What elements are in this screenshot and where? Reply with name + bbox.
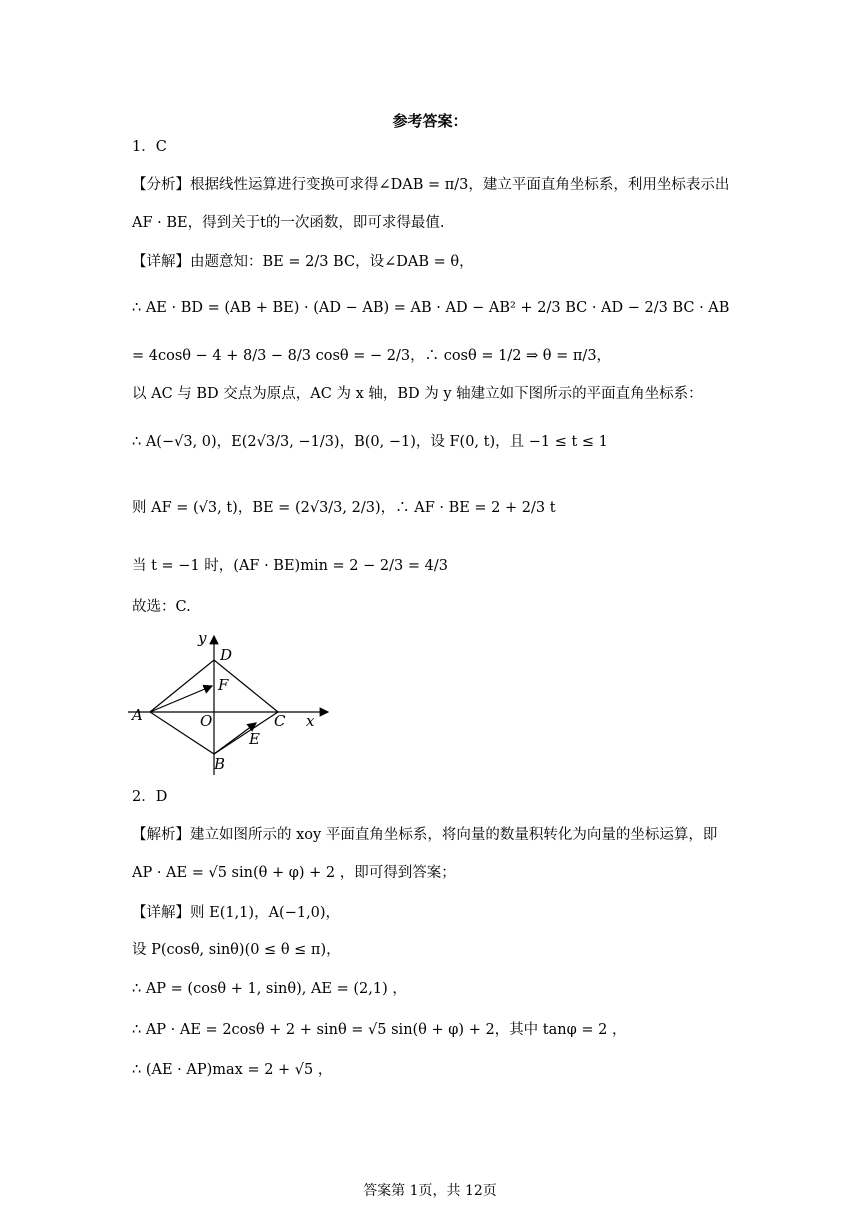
page-footer: 答案第 1页，共 12页 [363,1183,497,1199]
answer-1-step-6: 当 t = −1 时，(AF · BE)min = 2 − 2/3 = 4/3 [132,558,448,574]
label-x: x [306,712,315,730]
vector-af [150,686,212,712]
label-y: y [198,630,207,647]
answer-1-analysis-cont: AF · BE，得到关于t的一次函数，即可求得最值. [132,215,445,231]
answer-1-analysis: 【分析】根据线性运算进行变换可求得∠DAB = π/3，建立平面直角坐标系，利用坐标表示出 [132,177,730,193]
answer-1-detail: 【详解】由题意知：BE = 2/3 BC，设∠DAB = θ， [132,254,474,270]
label-b: B [214,755,226,773]
label-c: C [274,712,286,730]
label-d: D [220,646,233,664]
label-a: A [132,706,143,724]
label-e: E [249,730,260,748]
answer-1-heading: 1．C [132,139,167,155]
answer-1-conclusion: 故选：C. [132,599,191,615]
answer-2-analysis: 【解析】建立如图所示的 xoy 平面直角坐标系，将向量的数量积转化为向量的坐标运算，即 [132,827,718,843]
answer-2-step-3: ∴ AP · AE = 2cosθ + 2 + sinθ = √5 sin(θ + φ) + 2，其中 tanφ = 2 ， [132,1022,627,1038]
coordinate-figure [128,630,338,775]
answer-2-step-4: ∴ (AE · AP)max = 2 + √5 ， [132,1062,333,1078]
label-f: F [218,676,229,694]
answer-2-analysis-cont: AP · AE = √5 sin(θ + φ) + 2 ，即可得到答案； [132,865,456,881]
answer-1-step-5: 则 AF = (√3, t)，BE = (2√3/3, 2/3)，∴ AF · BE = 2 + 2/3 t [132,500,556,516]
answer-2-heading: 2．D [132,789,168,805]
answer-1-step-2: = 4cosθ − 4 + 8/3 − 8/3 cosθ = − 2/3，∴ cosθ = 1/2 ⇒ θ = π/3， [132,348,612,364]
page-title: 参考答案： [392,112,468,130]
answer-1-step-3: 以 AC 与 BD 交点为原点，AC 为 x 轴，BD 为 y 轴建立如下图所示的平面直角坐标系： [132,386,703,402]
label-o: O [200,712,213,730]
answer-2-step-2: ∴ AP = (cosθ + 1, sinθ), AE = (2,1) ， [132,981,407,997]
answer-2-detail: 【详解】则 E(1,1)，A(−1,0)， [132,905,341,921]
answer-1-step-4: ∴ A(−√3, 0)，E(2√3/3, −1/3)，B(0, −1)，设 F(0, t)，且 −1 ≤ t ≤ 1 [132,434,608,450]
answer-1-step-1: ∴ AE · BD = (AB + BE) · (AD − AB) = AB · AD − AB² + 2/3 BC · AD − 2/3 BC · AB [132,300,730,316]
answer-2-step-1: 设 P(cosθ, sinθ)(0 ≤ θ ≤ π)， [132,942,341,958]
